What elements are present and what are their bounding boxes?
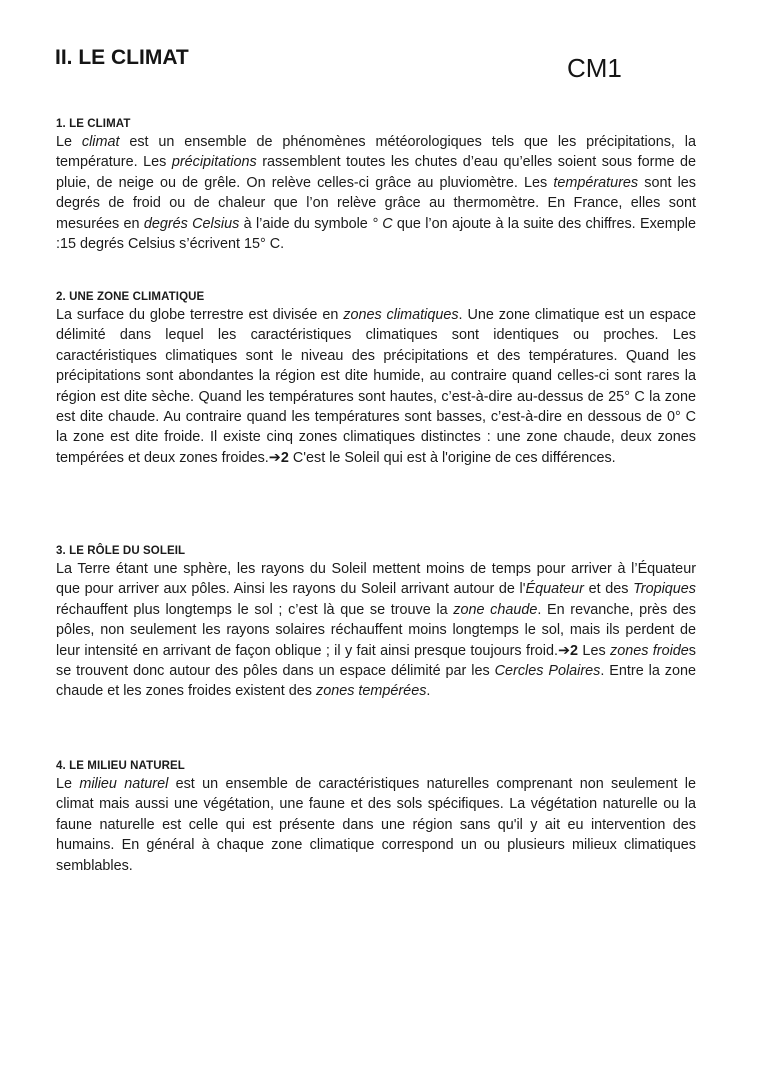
emphasized-term: climat	[81, 134, 120, 150]
section-paragraph	[56, 305, 696, 468]
emphasized-term: Cercles Polaires	[494, 663, 601, 680]
emphasized-term: températures	[553, 174, 639, 191]
section-zone-climatique	[56, 291, 696, 468]
text-run: Le	[56, 134, 82, 150]
emphasized-term: zones climatiques	[343, 307, 459, 323]
text-run: réchauffent plus longtemps le sol ; c’est là que se trouve la	[56, 601, 454, 618]
section-paragraph	[56, 559, 696, 702]
emphasized-term: zones tempérées	[316, 683, 427, 700]
section-heading: 3. LE RÔLE DU SOLEIL	[56, 545, 186, 557]
emphasized-term: milieu naturel	[79, 776, 169, 792]
arrow-reference: ➔2	[268, 449, 289, 466]
text-run: . Entre la zone chaude et les zones froides existent des	[56, 663, 697, 700]
text-run: . Une zone climatique est un espace délimité dans lequel les caractéristiques climatiques sont identiques ou proches. Les caractéristiques climatiques sont le niveau des précipitations et des températures. Quand les précipitations sont abondantes la région est dite humide, au contraire quand celles-ci sont rares la région est dite sèche. Quand les températures sont hautes, c’est-à-dire au-dessus de 25° C la zone est dite chaude. Au contraire quand les températures sont basses, c’est-à-dire en dessous de 0° C la zone est dite froide. Il existe cinq zones climatiques distinctes : une zone chaude, deux zones tempérées et deux zones froides.	[56, 307, 696, 466]
text-run: La Terre étant une sphère, les rayons du Soleil mettent moins de temps pour arriver à l’Équateur que pour arriver aux pôles. Ainsi les rayons du Soleil arrivant autour de l'	[56, 561, 696, 598]
text-run: Les	[578, 642, 611, 659]
emphasized-term: Tropiques	[633, 581, 696, 598]
text-run: .	[426, 683, 431, 700]
emphasized-term: précipitations	[171, 154, 257, 171]
section-heading: 1. LE CLIMAT	[56, 118, 131, 130]
section-le-climat	[56, 118, 696, 254]
text-run: que l’on ajoute à la suite des chiffres. Exemple :15 degrés Celsius s’écrivent 15° C.	[56, 215, 696, 253]
text-run: C'est le Soleil qui est à l'origine de ces différences.	[288, 449, 616, 466]
section-milieu-naturel	[56, 760, 696, 876]
text-run: Le	[56, 776, 80, 792]
text-run: est un ensemble de phénomènes météorologiques tels que les précipitations, la température. Les	[56, 134, 696, 171]
section-role-du-soleil	[56, 545, 696, 702]
text-run: s se trouvent donc autour des pôles dans un espace délimité par les	[56, 642, 696, 680]
grade-level-label: CM1	[567, 53, 622, 83]
page-title: II. LE CLIMAT	[55, 46, 189, 69]
text-run: . En revanche, près des pôles, non seulement les rayons solaires réchauffent moins longtemps le sol, mais ils perdent de leur intensité en arrivant de façon oblique ; il y fait ainsi presque toujours froid.	[56, 601, 696, 659]
section-heading: 4. LE MILIEU NATUREL	[56, 760, 185, 772]
text-run: à l’aide du symbole	[239, 215, 373, 232]
text-run: et des	[583, 581, 634, 598]
emphasized-term: degrés Celsius	[143, 215, 240, 232]
text-run: sont les degrés de froid ou de chaleur que l’on relève grâce au thermomètre. En France, elles sont mesurées en	[56, 174, 696, 232]
emphasized-term: ° C	[372, 215, 393, 232]
arrow-reference: ➔2	[558, 642, 579, 659]
section-paragraph	[56, 132, 696, 254]
emphasized-term: zone chaude	[453, 601, 538, 618]
text-run: rassemblent toutes les chutes d’eau qu’elles soient sous forme de pluie, de neige ou de grêle. On relève celles-ci grâce au pluviomètre. Les	[56, 154, 696, 191]
section-heading: 2. UNE ZONE CLIMATIQUE	[56, 291, 205, 303]
emphasized-term: Équateur	[525, 581, 584, 598]
emphasized-term: zones froide	[610, 642, 689, 659]
text-run: est un ensemble de caractéristiques naturelles comprenant non seulement le climat mais aussi une végétation, une faune et des sols spécifiques. La végétation naturelle ou la faune naturelle est celle qui est présente dans une région sans qu'il y ait eu intervention des humains. En général à chaque zone climatique correspond un ou plusieurs milieux climatiques semblables.	[56, 776, 696, 874]
text-run: La surface du globe terrestre est divisée en	[56, 307, 344, 323]
section-paragraph	[56, 774, 696, 876]
